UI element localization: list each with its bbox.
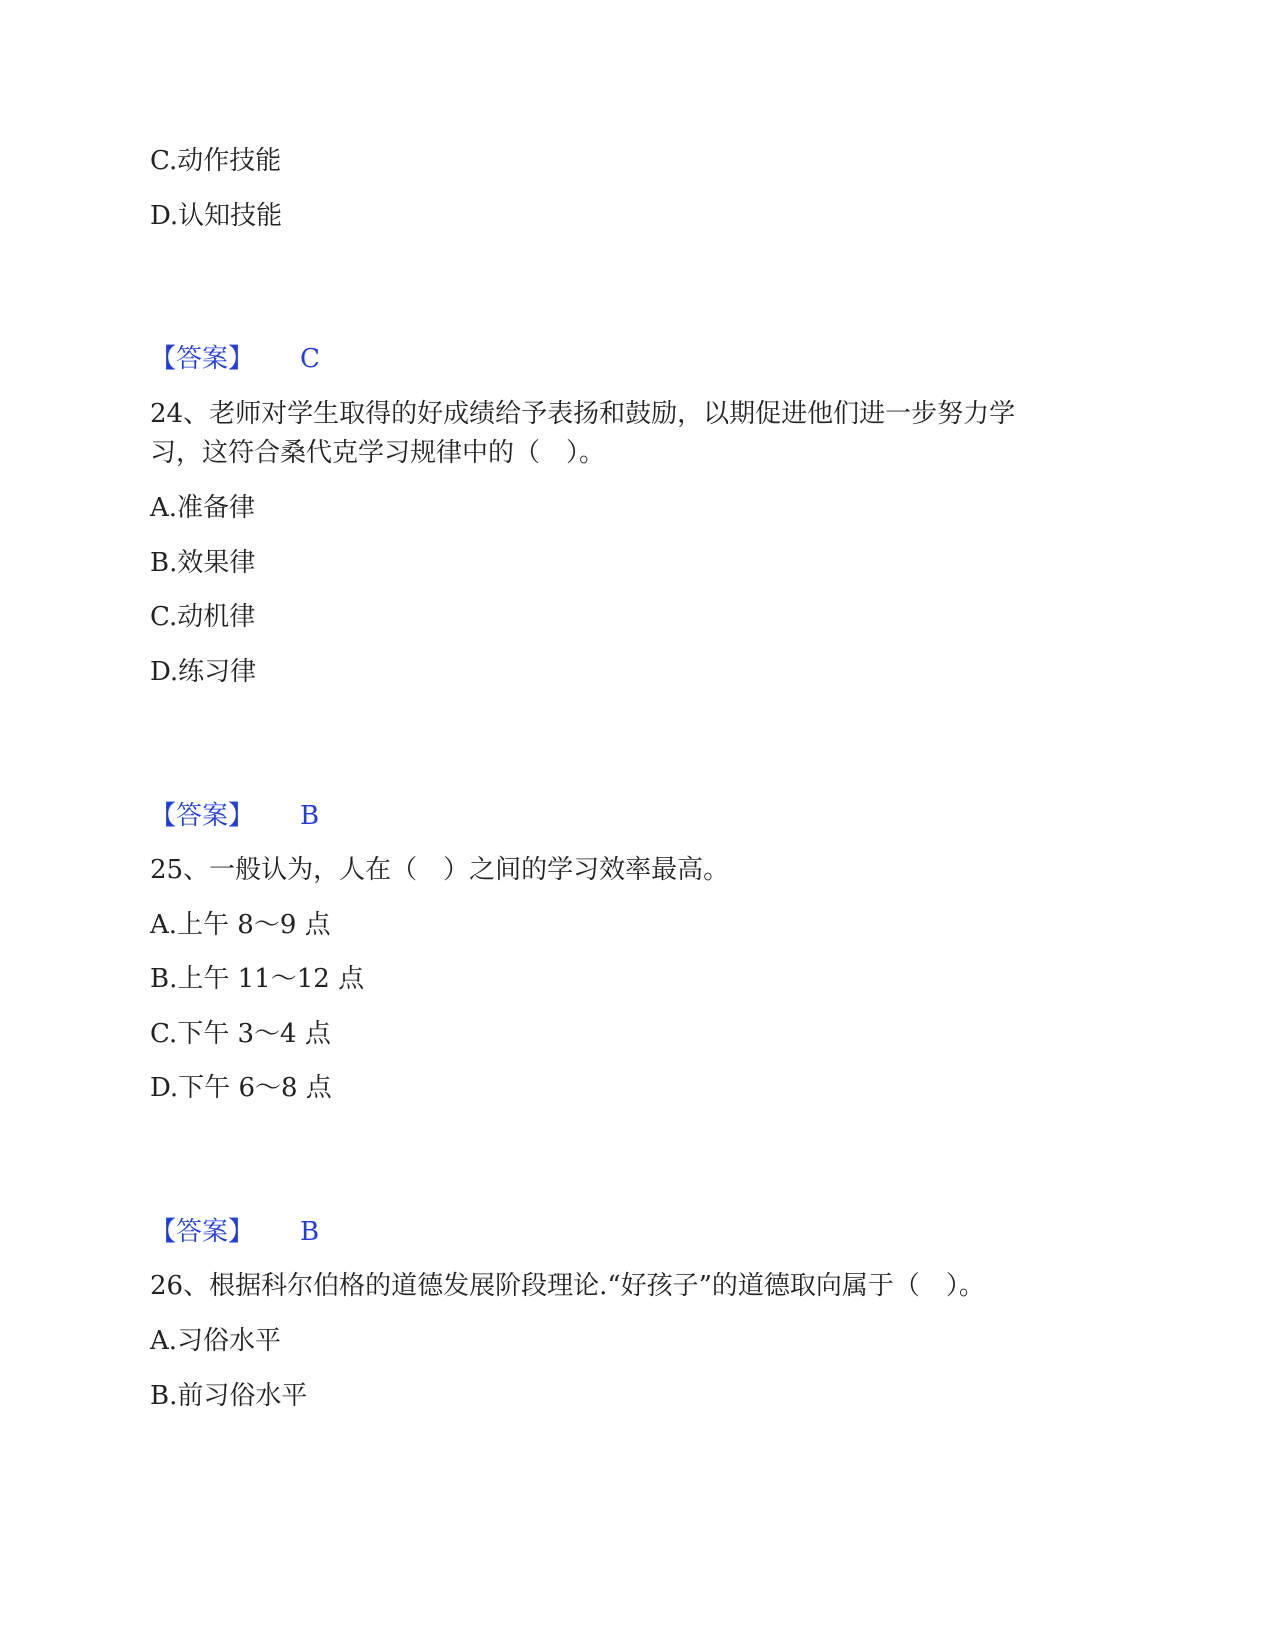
- q24-stem-line2: 习，这符合桑代克学习规律中的（ ）。: [150, 438, 606, 468]
- q25-stem: 25、一般认为，人在（ ）之间的学习效率最高。: [150, 855, 730, 885]
- answer-label: 【答案】: [150, 801, 255, 831]
- answer-value: B: [300, 801, 320, 831]
- q25-answer-row: [150, 1217, 320, 1247]
- q25-option-c: C.下午 3～4 点: [150, 1019, 331, 1049]
- answer-label: 【答案】: [150, 344, 255, 374]
- q25-option-a: A.上午 8～9 点: [150, 910, 331, 940]
- q25-option-d: D.下午 6～8 点: [150, 1073, 332, 1103]
- answer-value: C: [300, 344, 320, 374]
- q25-option-b: B.上午 11～12 点: [150, 964, 365, 994]
- q24-option-b: B.效果律: [150, 548, 256, 578]
- q26-option-a: A.习俗水平: [150, 1326, 282, 1356]
- q24-stem-line1: 24、老师对学生取得的好成绩给予表扬和鼓励，以期促进他们进一步努力学: [150, 399, 1016, 429]
- q23-option-c: C.动作技能: [150, 146, 282, 176]
- q24-option-a: A.准备律: [150, 493, 256, 523]
- q26-stem: 26、根据科尔伯格的道德发展阶段理论.“好孩子”的道德取向属于（ ）。: [150, 1271, 985, 1301]
- q23-option-d: D.认知技能: [150, 201, 283, 231]
- q26-option-b: B.前习俗水平: [150, 1381, 308, 1411]
- q23-answer-row: [150, 344, 320, 374]
- answer-label: 【答案】: [150, 1217, 255, 1247]
- q24-option-c: C.动机律: [150, 602, 256, 632]
- answer-value: B: [300, 1217, 320, 1247]
- q24-answer-row: [150, 801, 320, 831]
- q24-option-d: D.练习律: [150, 657, 257, 687]
